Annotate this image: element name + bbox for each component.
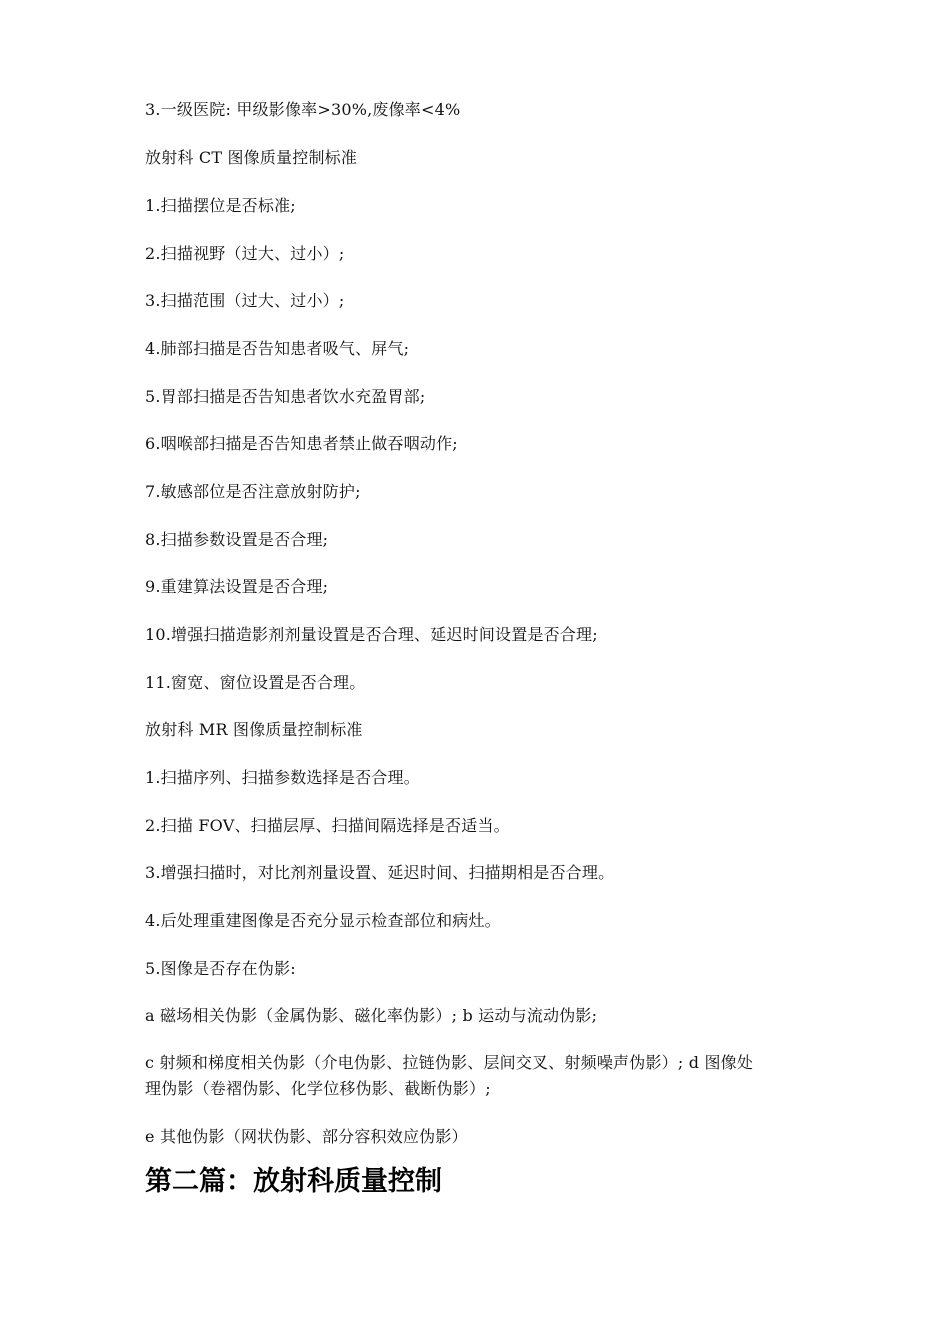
artifact-item-c-d: c 射频和梯度相关伪影（介电伪影、拉链伪影、层间交叉、射频噪声伪影）; d 图像处理伪影（卷褶伪影、化学位移伪影、截断伪影）; [145,1053,754,1098]
ct-item-1: 1.扫描摆位是否标准; [145,196,296,215]
mr-section-title: 放射科 MR 图像质量控制标准 [145,720,363,739]
chapter-heading: 第二篇：放射科质量控制 [145,1166,442,1197]
ct-item-10: 10.增强扫描造影剂剂量设置是否合理、延迟时间设置是否合理; [145,625,598,644]
mr-item-3: 3.增强扫描时，对比剂剂量设置、延迟时间、扫描期相是否合理。 [145,863,615,882]
ct-item-5: 5.胃部扫描是否告知患者饮水充盈胃部; [145,387,426,406]
ct-item-3: 3.扫描范围（过大、过小）; [145,291,345,310]
mr-item-1: 1.扫描序列、扫描参数选择是否合理。 [145,768,420,787]
text-line-grade-rate: 3.一级医院: 甲级影像率>30%,废像率<4% [145,100,461,119]
ct-item-6: 6.咽喉部扫描是否告知患者禁止做吞咽动作; [145,434,458,453]
ct-item-2: 2.扫描视野（过大、过小）; [145,244,345,263]
mr-item-4: 4.后处理重建图像是否充分显示检查部位和病灶。 [145,911,501,930]
mr-item-2: 2.扫描 FOV、扫描层厚、扫描间隔选择是否适当。 [145,816,510,835]
mr-item-5: 5.图像是否存在伪影: [145,959,296,978]
ct-item-7: 7.敏感部位是否注意放射防护; [145,482,361,501]
ct-item-11: 11.窗宽、窗位设置是否合理。 [145,673,366,692]
ct-section-title: 放射科 CT 图像质量控制标准 [145,148,358,167]
ct-item-8: 8.扫描参数设置是否合理; [145,530,329,549]
ct-item-9: 9.重建算法设置是否合理; [145,577,329,596]
artifact-item-e: e 其他伪影（网状伪影、部分容积效应伪影） [145,1127,468,1146]
artifact-item-a-b: a 磁场相关伪影（金属伪影、磁化率伪影）; b 运动与流动伪影; [145,1006,598,1025]
ct-item-4: 4.肺部扫描是否告知患者吸气、屏气; [145,339,410,358]
